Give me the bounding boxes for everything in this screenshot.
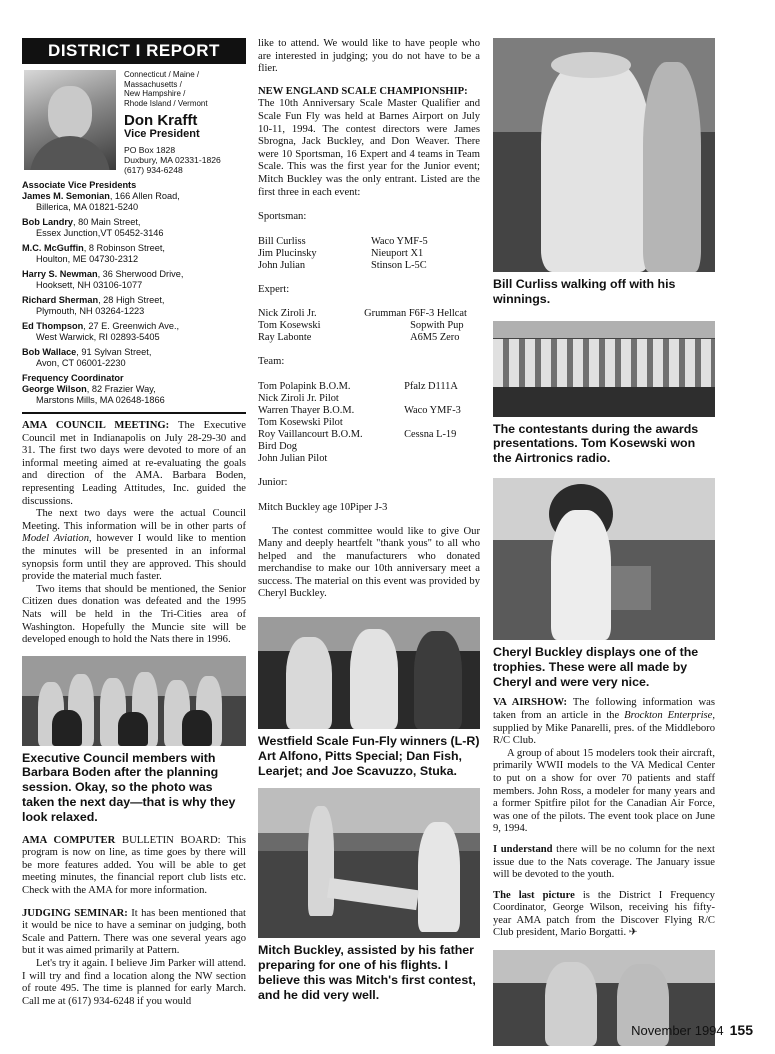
- region-list: Connecticut / Maine / Massachusetts / New Hampshire / Rhode Island / Vermont: [124, 70, 208, 108]
- westfield-winners-photo: [258, 617, 480, 729]
- vice-president-name: Don Krafft: [124, 112, 198, 129]
- mitch-photo-caption: Mitch Buckley, assisted by his father preparing for one of his flights. I believe this was Mitch's first contest, and he did very well.: [258, 943, 476, 1002]
- table-row: Nick Ziroli Jr. Grumman F6F-3 Hellcat: [258, 308, 467, 320]
- table-row: John Julian Pilot: [258, 452, 328, 464]
- table-row: Bill Curliss Waco YMF-5: [258, 235, 428, 247]
- bill-curliss-photo: [493, 38, 715, 272]
- council-photo-caption: Executive Council members with Barbara Boden after the planning session. Okay, so the photo was taken the next day—that is why they look relaxed.: [22, 750, 236, 824]
- table-row: Ray Labonte A6M5 Zero: [258, 332, 460, 344]
- table-row: Warren Thayer B.O.M. Waco YMF-3: [258, 404, 461, 416]
- cheryl-buckley-photo: [493, 478, 715, 640]
- contestants-photo-caption: The contestants during the awards presentations. Tom Kosewski won the Airtronics radio.: [493, 421, 699, 466]
- mitch-buckley-photo: [258, 788, 480, 938]
- column-left: [22, 38, 246, 1008]
- airshow-paragraph: A group of about 15 modelers took their aircraft, primarily WWII models to the VA Medical Center to put on a show for over 70 patients and staff members. John Ross, a modeler for many years and a former Spitfire pilot for the Canadian Air Force, was one of the pilots. The event took place on June 9, 1994.: [493, 747, 715, 835]
- associate-entry: Harry S. Newman, 36 Sherwood Drive, Hooksett, NH 03106-1077: [22, 269, 184, 290]
- airshow-paragraph: VA AIRSHOW: The following information was taken from an article in the Brockton Enterprise, supplied by Mike Panarelli, pres. of the Middleboro R/C Club.: [493, 697, 716, 747]
- associate-entry: Ed Thompson, 27 E. Greenwich Ave., West Warwick, RI 02893-5405: [22, 321, 180, 342]
- council-paragraph: AMA COUNCIL MEETING: The Executive Council met in Indianapolis on July 28-29-30 and 31. The first two days were devoted to more of an informal meeting aimed at re-evaluating the goals and direction of the AMA. Barbara Boden, representing Leading Attitudes, Inc. guided the discussions.: [22, 420, 246, 507]
- last-picture-paragraph: The last picture is the District I Frequency Coordinator, George Wilson, receiving his fifty-year AMA patch from the Discover Flying R/C Club president, Mario Borgatti. ✈: [493, 889, 715, 939]
- vice-president-box: [22, 70, 246, 176]
- vice-president-photo: [24, 70, 116, 170]
- vice-president-title: Vice President: [124, 128, 200, 140]
- frequency-coordinator: Frequency Coordinator George Wilson, 82 Frazier Way, Marstons Mills, MA 02648-1866: [22, 373, 165, 405]
- associate-entry: Richard Sherman, 28 High Street, Plymouth, NH 03264-1223: [22, 295, 165, 316]
- associate-entry: James M. Semonian, 166 Allen Road, Billerica, MA 01821-5240: [22, 191, 180, 212]
- page-footer: [631, 1022, 753, 1038]
- curliss-photo-caption: Bill Curliss walking off with his winnings.: [493, 277, 676, 306]
- scale-championship-paragraph: NEW ENGLAND SCALE CHAMPIONSHIP: The 10th Anniversary Scale Master Qualifier and Scale Fun Fly was held at Barnes Airport on July 10-11, 1994. The contest directors were James Sbrogna, Jack Buckley, and Don Weaver. There were 10 Sportsman, 16 Expert and 4 teams in Team Scale. This was the first year for the Junior event; Mitch Buckley was the only entrant. Listed are the first three in each event:: [258, 85, 480, 198]
- associate-entry: Bob Landry, 80 Main Street, Essex Junction,VT 05452-3146: [22, 217, 164, 238]
- table-row: Roy Vaillancourt B.O.M. Cessna L-19: [258, 428, 457, 440]
- associate-contacts: [22, 180, 246, 406]
- divider: [22, 412, 246, 414]
- council-paragraph: The next two days were the actual Council Meeting. This information will be in other parts of Model Aviation, however I would like to mention the minutes will be presented in an informal synopsis form until they are approved. This should provide the material much faster.: [22, 508, 246, 583]
- associates-heading: Associate Vice Presidents: [22, 180, 137, 190]
- results-category-label: Expert:: [258, 283, 290, 295]
- results-category-label: Team:: [258, 356, 285, 368]
- council-photo: [22, 656, 246, 746]
- results-table-team: [258, 381, 480, 465]
- cheryl-photo-caption: Cheryl Buckley displays one of the trophies. These were all made by Cheryl and were very nice.: [493, 644, 699, 689]
- table-row: Tom Kosewski Pilot: [258, 416, 343, 428]
- table-row: Mitch Buckley age 10Piper J-3: [258, 501, 388, 513]
- column-middle: [258, 38, 480, 1003]
- section-banner: DISTRICT I REPORT: [22, 38, 246, 64]
- bulletin-board-paragraph: AMA COMPUTER BULLETIN BOARD: This program is now on line, as time goes by there will be more features added. You will be able to get meeting minutes, the financial report club lists etc. Check with the AMA for more information.: [22, 834, 246, 897]
- airplane-icon: ✈: [628, 927, 638, 939]
- contestants-photo: [493, 321, 715, 417]
- table-row: John Julian Stinson L-5C: [258, 259, 427, 271]
- westfield-photo-caption: Westfield Scale Fun-Fly winners (L-R) Art Alfono, Pitts Special; Dan Fish, Learjet; and Joe Scavuzzo, Stuka.: [258, 734, 480, 778]
- judging-paragraph-continued: like to attend. We would like to have people who are interested in judging; you do not have to be a flier.: [258, 38, 480, 75]
- associate-entry: Bob Wallace, 91 Sylvan Street, Avon, CT 06001-2230: [22, 347, 152, 368]
- next-issue-paragraph: I understand there will be no column for the next issue due to the Nats coverage. The January issue will be devoted to the youth.: [493, 843, 715, 881]
- table-row: Tom Kosewski Sopwith Pup: [258, 320, 464, 332]
- table-row: Nick Ziroli Jr. Pilot: [258, 392, 339, 404]
- results-table-junior: [258, 502, 480, 514]
- vice-president-address: PO Box 1828 Duxbury, MA 02331-1826 (617) 934-6248: [124, 145, 221, 175]
- judging-paragraph: Let's try it again. I believe Jim Parker will attend. I will try and find a location along the NW section of route 495. The time is planned for early March. Call me at (617) 934-6248 if you would: [22, 958, 246, 1007]
- results-category-label: Junior:: [258, 476, 288, 488]
- scale-thanks-paragraph: The contest committee would like to give Our Many and deeply heartfelt "thank yous" to all who helped and the manufacturers who donated merchandise to make our 10th anniversary meet a success. The material on this event was provided by Cheryl Buckley.: [258, 525, 480, 600]
- table-row: Tom Polapink B.O.M. Pfalz D111A: [258, 380, 458, 392]
- associate-entry: M.C. McGuffin, 8 Robinson Street, Houlton, ME 04730-2312: [22, 243, 165, 264]
- judging-paragraph: JUDGING SEMINAR: It has been mentioned that it would be nice to have a seminar on judging, both Scale and Pattern. There was one several years ago but it was aimed primarily at Pattern.: [22, 907, 246, 957]
- results-category-label: Sportsman:: [258, 211, 307, 223]
- council-paragraph: Two items that should be mentioned, the Senior Citizen dues donation was defeated and the 1995 Nats will be held in the Tri-Cities area of Washington. Hopefully the Muncie site will be developed enough to hold the Nats there in 1996.: [22, 583, 246, 646]
- results-table-sportsman: [258, 236, 480, 272]
- table-row: Bird Dog: [258, 440, 297, 452]
- page-number: 155: [729, 1022, 753, 1038]
- column-right: [493, 38, 715, 1046]
- table-row: Jim Plucinsky Nieuport X1: [258, 247, 424, 259]
- results-table-expert: [258, 308, 480, 344]
- issue-date: November 1994: [631, 1023, 724, 1038]
